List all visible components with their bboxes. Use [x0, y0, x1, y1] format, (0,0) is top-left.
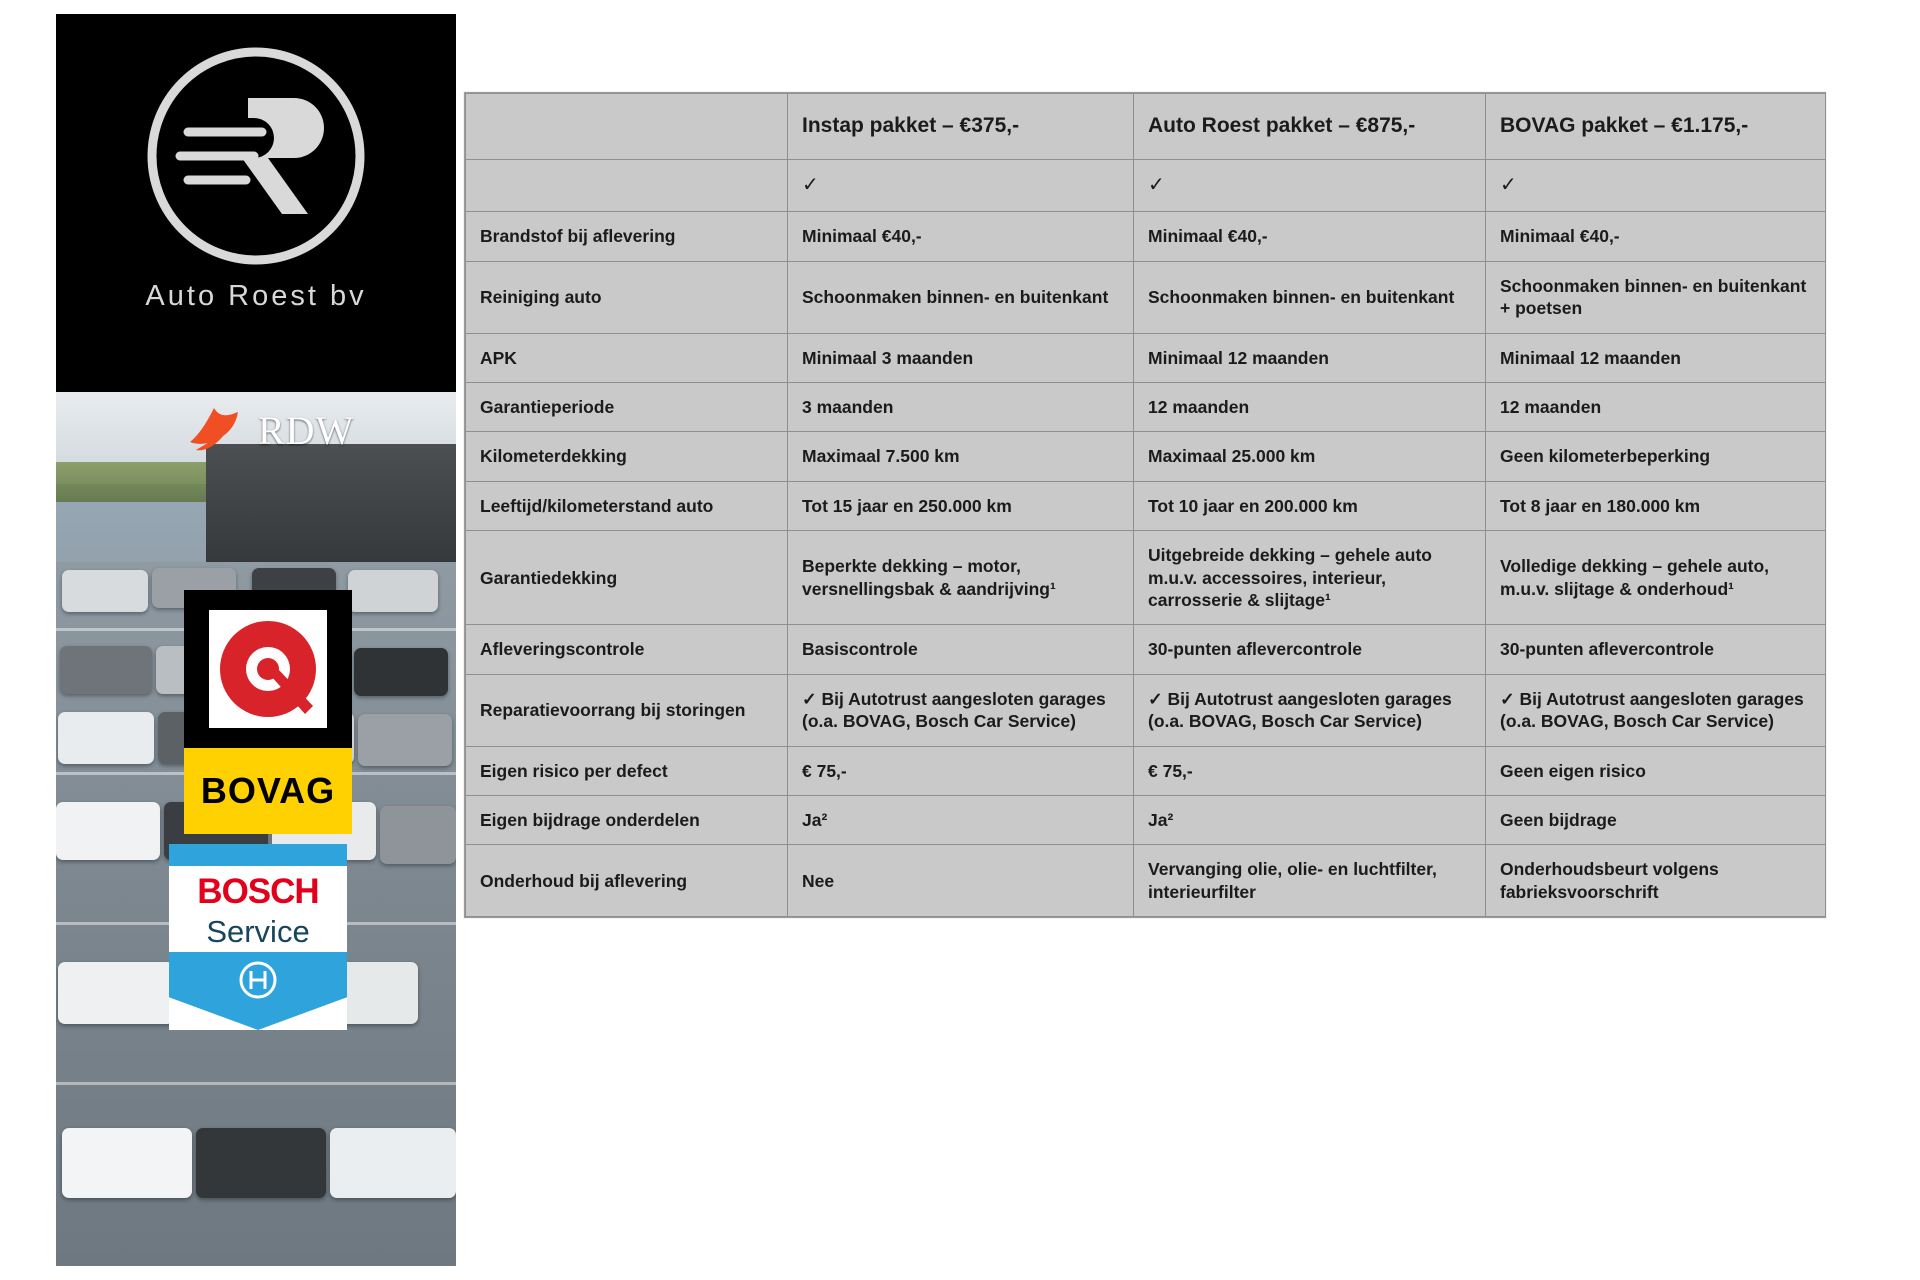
row-value: Geen eigen risico: [1486, 746, 1826, 795]
row-value: Geen kilometerbeperking: [1486, 432, 1826, 481]
row-value: Uitgebreide dekking – gehele auto m.u.v. accessoires, interieur, carrosserie & slijtage¹: [1134, 531, 1486, 625]
bosch-bottom-shield: [169, 952, 347, 1030]
row-value: Basiscontrole: [788, 625, 1134, 674]
bosch-subtitle: Service: [206, 914, 310, 949]
row-value: 12 maanden: [1134, 383, 1486, 432]
row-feature: Eigen bijdrage onderdelen: [466, 795, 788, 844]
table-row: [466, 845, 1826, 917]
table-row: [466, 481, 1826, 530]
row-value: Maximaal 25.000 km: [1134, 432, 1486, 481]
row-value: Minimaal 3 maanden: [788, 333, 1134, 382]
row-value: Onderhoudsbeurt volgens fabrieksvoorschrift: [1486, 845, 1826, 917]
check-icon: ✓: [788, 159, 1134, 212]
row-feature: Afleveringscontrole: [466, 625, 788, 674]
row-value: € 75,-: [1134, 746, 1486, 795]
row-value: ✓ Bij Autotrust aangesloten garages (o.a. BOVAG, Bosch Car Service): [1486, 674, 1826, 746]
table-row: [466, 212, 1826, 261]
auto-roest-monogram-icon: [136, 36, 376, 276]
row-value: ✓ Bij Autotrust aangesloten garages (o.a. BOVAG, Bosch Car Service): [1134, 674, 1486, 746]
row-value: 3 maanden: [788, 383, 1134, 432]
row-value: Schoonmaken binnen- en buitenkant: [788, 261, 1134, 333]
row-value: Tot 15 jaar en 250.000 km: [788, 481, 1134, 530]
row-value: Volledige dekking – gehele auto, m.u.v. slijtage & onderhoud¹: [1486, 531, 1826, 625]
row-value: Schoonmaken binnen- en buitenkant + poetsen: [1486, 261, 1826, 333]
row-feature: Reparatievoorrang bij storingen: [466, 674, 788, 746]
row-value: Nee: [788, 845, 1134, 917]
check-icon: ✓: [1134, 159, 1486, 212]
row-value: Ja²: [788, 795, 1134, 844]
check-icon: ✓: [1486, 159, 1826, 212]
row-feature: Reiniging auto: [466, 261, 788, 333]
table-row: [466, 261, 1826, 333]
row-feature: APK: [466, 333, 788, 382]
row-value: 30-punten aflevercontrole: [1134, 625, 1486, 674]
table-row: [466, 746, 1826, 795]
bovag-eye-icon: [209, 610, 327, 728]
row-value: Tot 10 jaar en 200.000 km: [1134, 481, 1486, 530]
row-value: Beperkte dekking – motor, versnellingsbak & aandrijving¹: [788, 531, 1134, 625]
header-empty: [466, 94, 788, 160]
bovag-wordmark: [184, 748, 352, 834]
brand-name: Auto Roest bv: [145, 280, 367, 312]
table-row: [466, 333, 1826, 382]
row-value: ✓ Bij Autotrust aangesloten garages (o.a. BOVAG, Bosch Car Service): [788, 674, 1134, 746]
row-value: Minimaal €40,-: [1486, 212, 1826, 261]
bosch-service-badge: [169, 844, 347, 1030]
row-value: 12 maanden: [1486, 383, 1826, 432]
rdw-label: RDW: [258, 407, 355, 453]
row-value: Tot 8 jaar en 180.000 km: [1486, 481, 1826, 530]
row-feature: Kilometerdekking: [466, 432, 788, 481]
table-row: [466, 159, 1826, 212]
dealership-photo: [56, 392, 456, 1266]
row-feature: Garantieperiode: [466, 383, 788, 432]
header-instap: Instap pakket – €375,-: [788, 94, 1134, 160]
table-row: [466, 432, 1826, 481]
header-auto-roest: Auto Roest pakket – €875,-: [1134, 94, 1486, 160]
bovag-badge: [184, 590, 352, 834]
bosch-top-bar: [169, 844, 347, 866]
table-row: [466, 383, 1826, 432]
table-row: [466, 674, 1826, 746]
table-row: [466, 531, 1826, 625]
row-value: Ja²: [1134, 795, 1486, 844]
row-value: € 75,-: [788, 746, 1134, 795]
bovag-label: BOVAG: [200, 770, 336, 811]
left-column: [56, 14, 456, 1266]
brand-block: [56, 14, 456, 392]
row-value: 30-punten aflevercontrole: [1486, 625, 1826, 674]
row-feature: Brandstof bij aflevering: [466, 212, 788, 261]
table-row: [466, 795, 1826, 844]
packages-comparison-table: [464, 92, 1826, 918]
bosch-armature-icon: [238, 960, 278, 1000]
row-value: Maximaal 7.500 km: [788, 432, 1134, 481]
row-feature: Leeftijd/kilometerstand auto: [466, 481, 788, 530]
row-value: Minimaal €40,-: [1134, 212, 1486, 261]
bosch-title: BOSCH: [197, 872, 319, 911]
row-value: Minimaal 12 maanden: [1486, 333, 1826, 382]
row-value: Minimaal €40,-: [788, 212, 1134, 261]
row-value: Minimaal 12 maanden: [1134, 333, 1486, 382]
row-value: Geen bijdrage: [1486, 795, 1826, 844]
row-feature: Eigen risico per defect: [466, 746, 788, 795]
header-bovag: BOVAG pakket – €1.175,-: [1486, 94, 1826, 160]
rdw-flame-icon: [186, 404, 250, 456]
row-value: Schoonmaken binnen- en buitenkant: [1134, 261, 1486, 333]
row-value: Vervanging olie, olie- en luchtfilter, interieurfilter: [1134, 845, 1486, 917]
row-feature: Onderhoud bij aflevering: [466, 845, 788, 917]
bovag-emblem: [184, 590, 352, 748]
table-header-row: [466, 94, 1826, 160]
table-row: [466, 625, 1826, 674]
rdw-badge: [186, 404, 354, 456]
check-row-label: [466, 159, 788, 212]
row-feature: Garantiedekking: [466, 531, 788, 625]
